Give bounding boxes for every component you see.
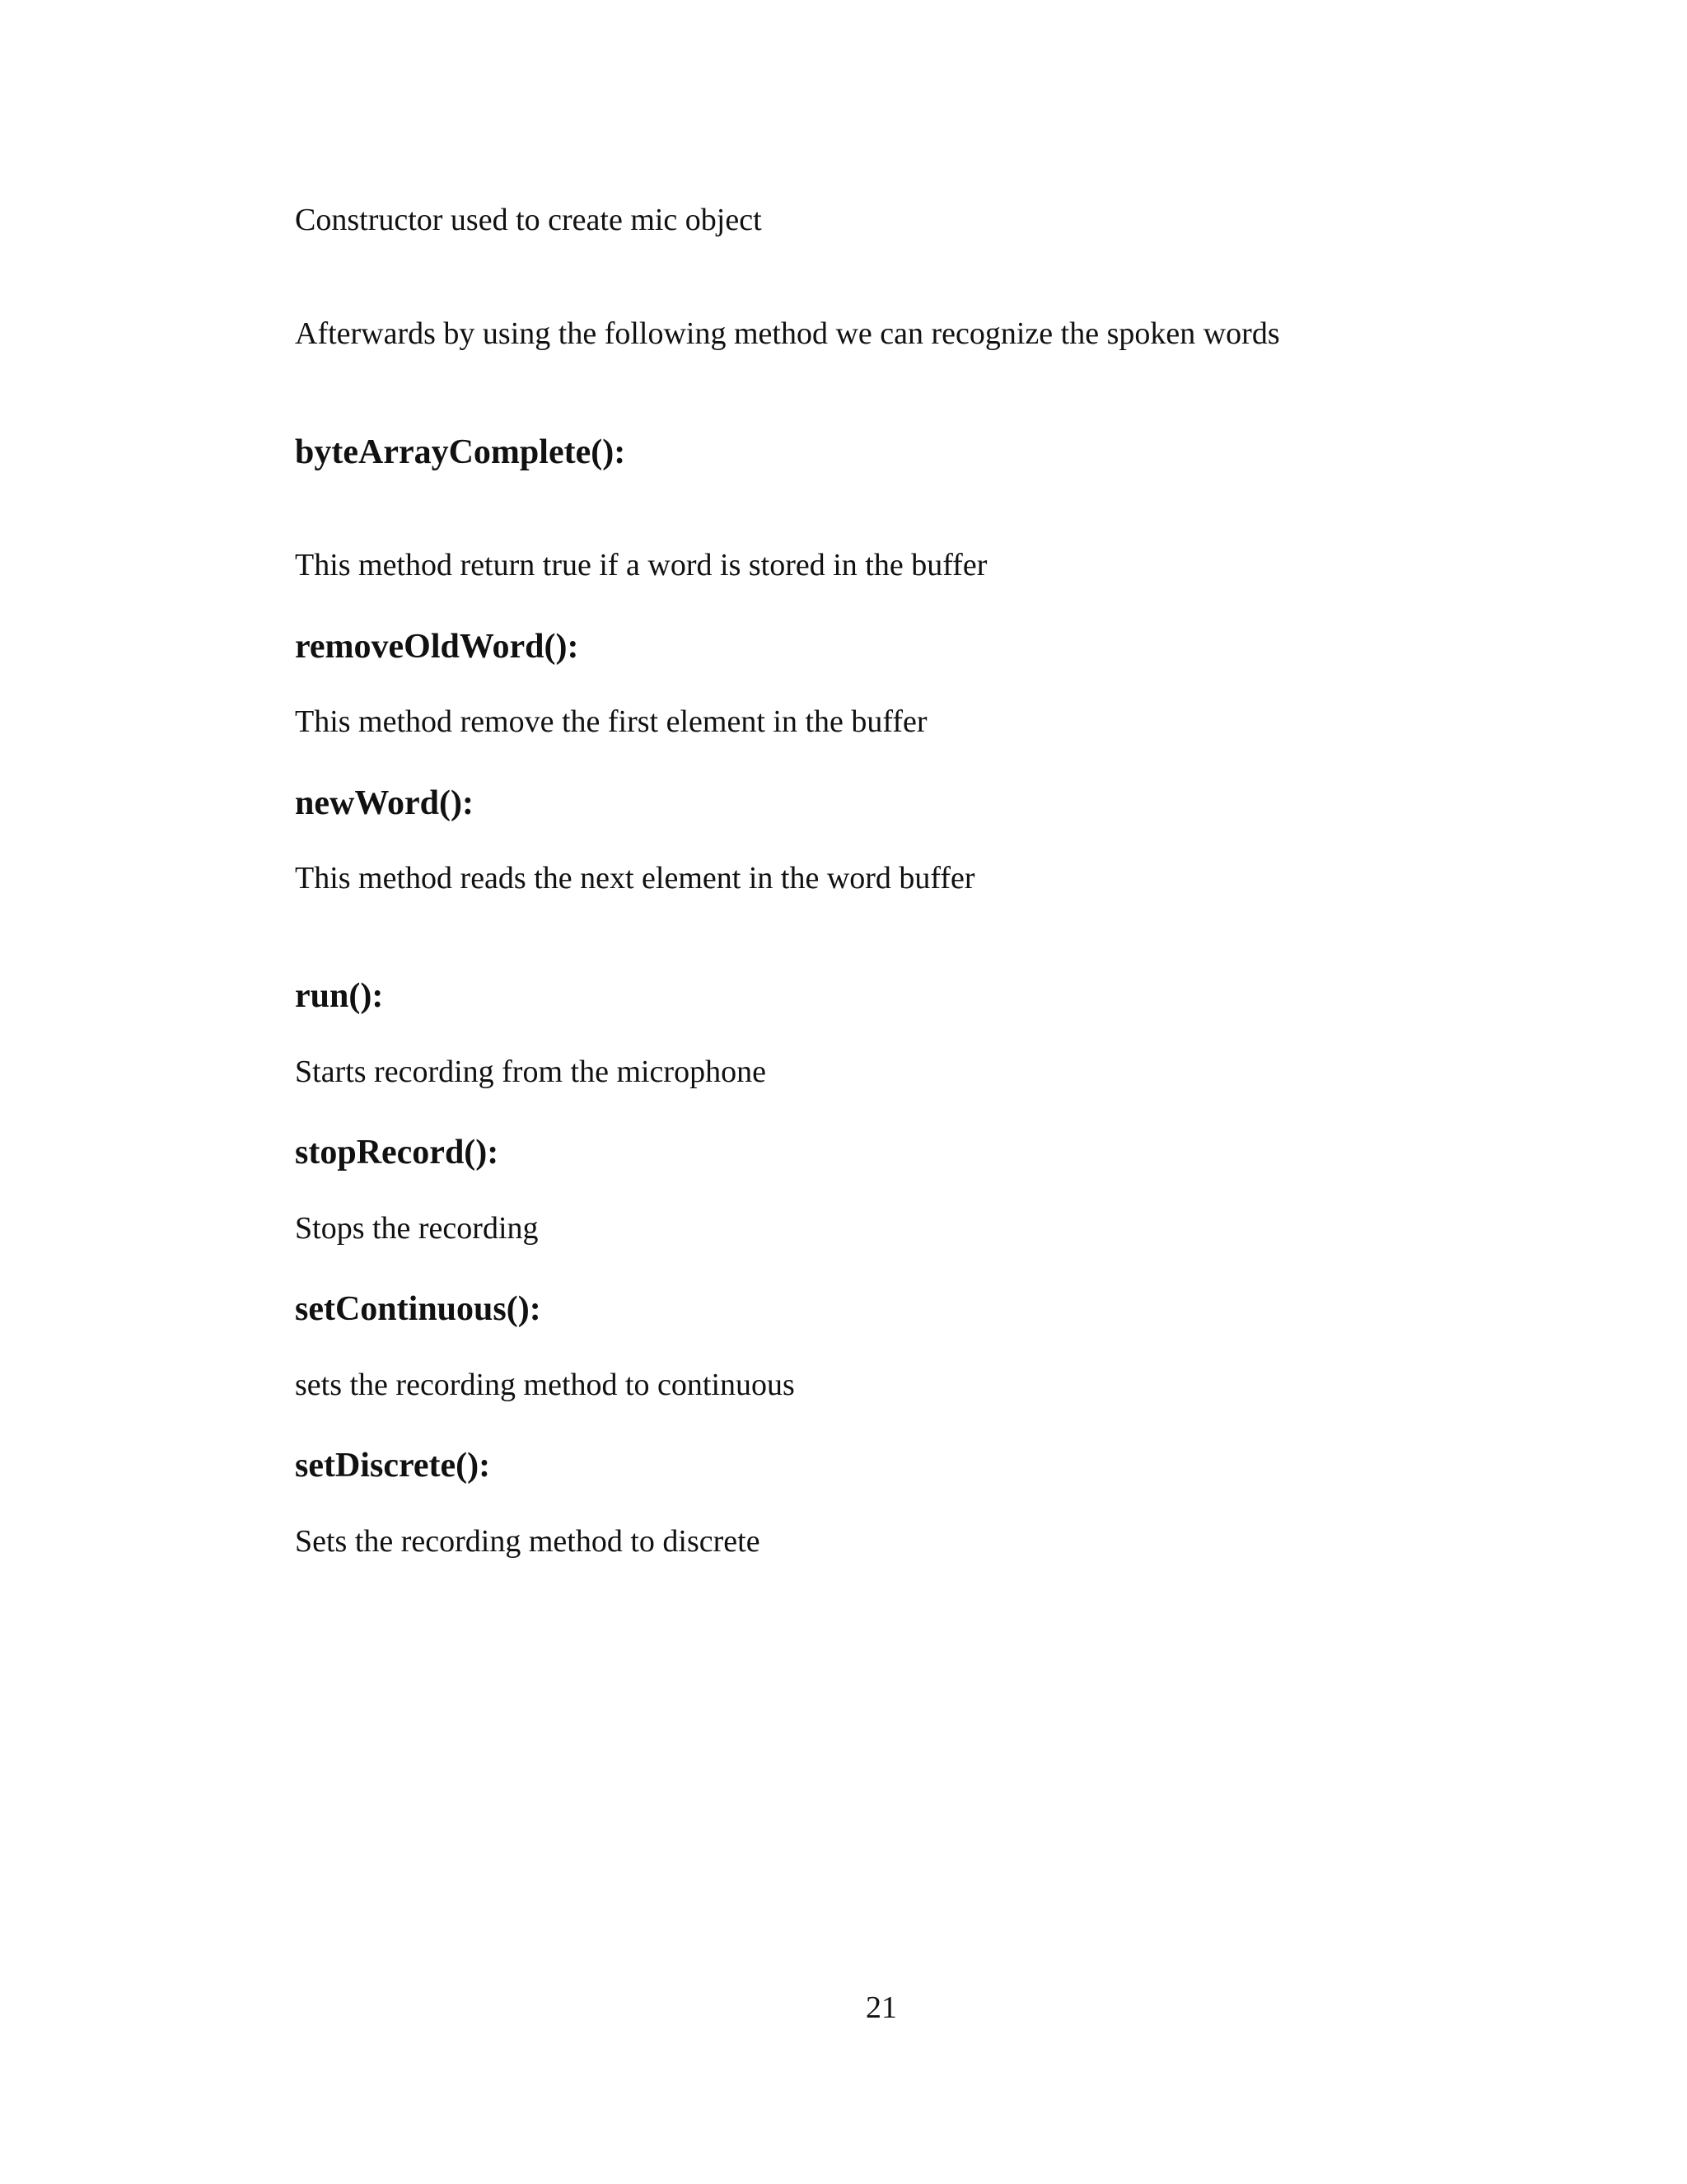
method-description-removeoldword: This method remove the first element in the buffer — [295, 704, 928, 739]
method-heading-bytearraycomplete: byteArrayComplete(): — [295, 433, 626, 471]
method-heading-newword: newWord(): — [295, 784, 474, 822]
constructor-note: Constructor used to create mic object — [295, 203, 762, 237]
method-heading-stoprecord: stopRecord(): — [295, 1134, 499, 1172]
page-number: 21 — [866, 1990, 897, 2025]
method-description-bytearraycomplete: This method return true if a word is stored in the buffer — [295, 548, 988, 582]
method-heading-run: run(): — [295, 977, 384, 1015]
method-description-run: Starts recording from the microphone — [295, 1055, 766, 1089]
method-heading-removeoldword: removeOldWord(): — [295, 628, 579, 666]
method-description-setcontinuous: sets the recording method to continuous — [295, 1368, 795, 1402]
method-description-stoprecord: Stops the recording — [295, 1211, 539, 1246]
method-description-setdiscrete: Sets the recording method to discrete — [295, 1524, 760, 1559]
afterwards-note: Afterwards by using the following method we can recognize the spoken words — [295, 316, 1280, 351]
method-heading-setcontinuous: setContinuous(): — [295, 1290, 541, 1328]
method-heading-setdiscrete: setDiscrete(): — [295, 1447, 491, 1485]
method-description-newword: This method reads the next element in the word buffer — [295, 861, 975, 896]
